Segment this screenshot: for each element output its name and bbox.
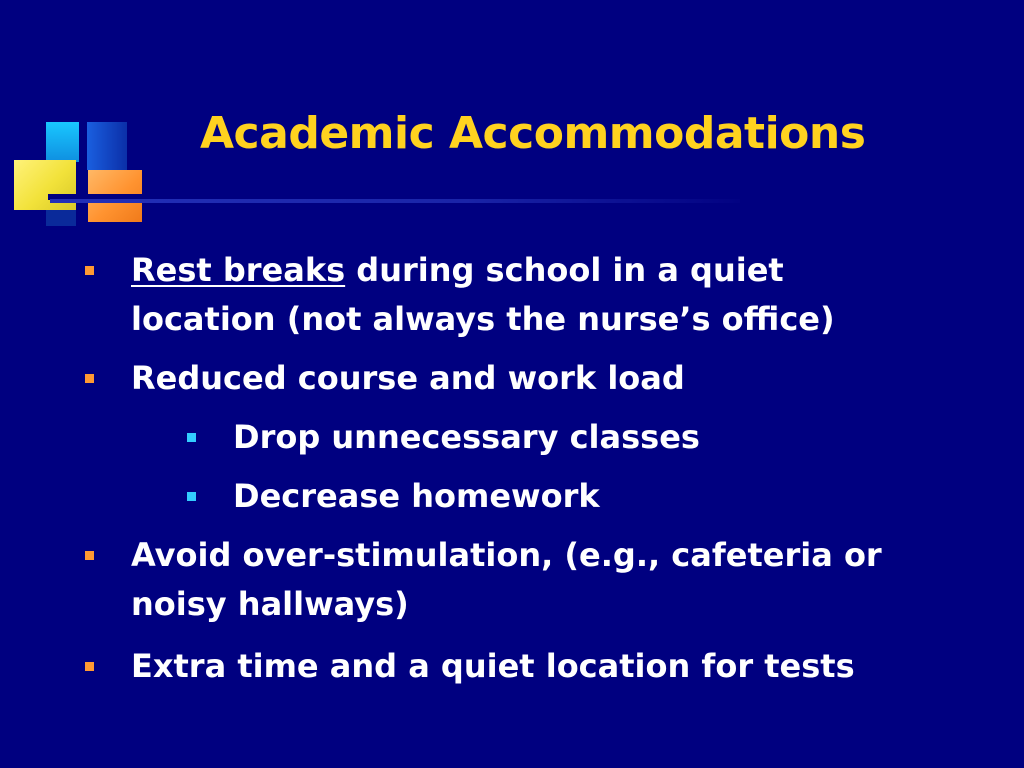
bullet-square-icon — [85, 374, 94, 383]
cyan-block — [46, 122, 80, 162]
blue-block — [87, 122, 127, 170]
bullet-text: Decrease homework — [233, 477, 600, 515]
decorative-logo-blocks — [0, 0, 160, 240]
bullet-item-rest-breaks — [131, 246, 784, 294]
rest-breaks-underlined-text: Rest breaks — [131, 251, 346, 289]
logo-divider-vertical — [79, 122, 87, 222]
bullet-square-icon — [85, 266, 94, 275]
sub-bullet-item-decrease-homework — [233, 472, 600, 520]
bullet-item-avoid-overstimulation-continuation — [131, 580, 409, 628]
dark-block — [46, 210, 76, 226]
bullet-square-icon — [85, 551, 94, 560]
bullet-text: noisy hallways) — [131, 585, 409, 623]
sub-bullet-square-icon — [187, 433, 196, 442]
bullet-item-avoid-overstimulation — [131, 531, 882, 579]
bullet-text: location (not always the nurse’s office) — [131, 300, 835, 338]
bullet-text: during school in a quiet — [345, 251, 784, 289]
slide-title: Academic Accommodations — [200, 108, 866, 159]
bullet-text: Drop unnecessary classes — [233, 418, 700, 456]
title-underline-rule — [50, 199, 740, 203]
bullet-item-reduced-load — [131, 354, 685, 402]
bullet-item-rest-breaks-continuation — [131, 295, 835, 343]
bullet-text: Reduced course and work load — [131, 359, 685, 397]
bullet-item-extra-time — [131, 642, 855, 690]
bullet-text: Avoid over-stimulation, (e.g., cafeteria or — [131, 536, 882, 574]
sub-bullet-square-icon — [187, 492, 196, 501]
sub-bullet-item-drop-classes — [233, 413, 700, 461]
bullet-text: Extra time and a quiet location for tests — [131, 647, 855, 685]
bullet-square-icon — [85, 662, 94, 671]
